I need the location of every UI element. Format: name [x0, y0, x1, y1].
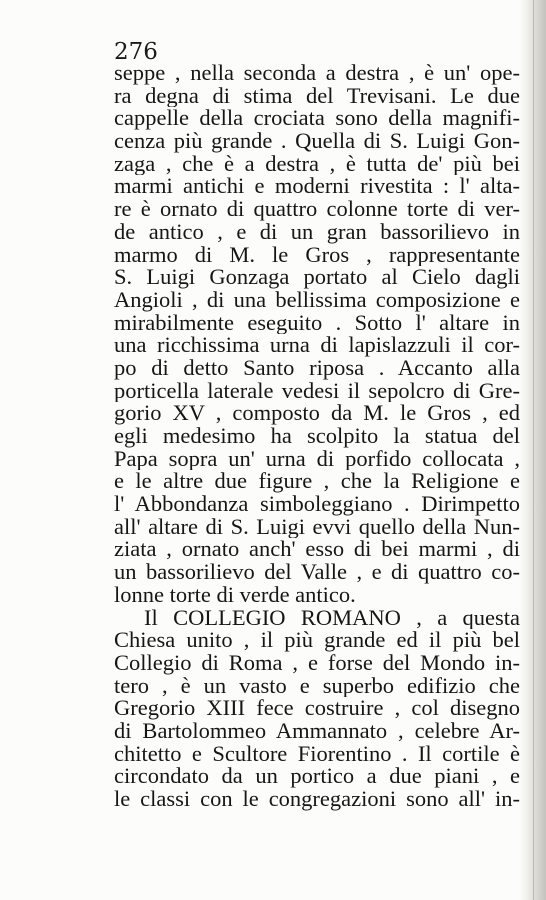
text-line: circondato da un portico a due piani , e	[114, 765, 520, 788]
text-line: Collegio di Roma , e forse del Mondo in-	[114, 651, 520, 675]
text-line: Angioli , di una bellissima composizione e	[114, 288, 520, 312]
text-line: gorio XV , composto da M. le Gros , ed	[114, 402, 520, 425]
text-line: lonne torte di verde antico.	[114, 583, 356, 607]
text-line: Gregorio XIII fece costruire , col disegno	[114, 697, 520, 720]
text-line: chitetto e Scultore Fiorentino . Il cortile è	[114, 742, 520, 766]
text-line: seppe , nella seconda a destra , è un' ope-	[114, 62, 520, 85]
body-text	[114, 62, 520, 811]
text-line: un bassorilievo del Valle , e di quattro co-	[114, 561, 520, 584]
text-line: e le altre due figure , che la Religione e	[114, 470, 520, 494]
text-line: tero , è un vasto e superbo edifizio che	[114, 674, 520, 698]
text-line: porticella laterale vedesi il sepolcro di Gre-	[114, 379, 520, 403]
text-line: marmo di M. le Gros , rappresentante	[114, 243, 520, 267]
text-line: re è ornato di quattro colonne torte di ver-	[114, 198, 520, 221]
text-line: le classi con le congregazioni sono all' in-	[114, 788, 520, 811]
text-line: egli medesimo ha scolpito la statua del	[114, 425, 520, 448]
page-edge-line	[533, 0, 534, 900]
text-line: de antico , e di un gran bassorilievo in	[114, 220, 520, 244]
text-line: Papa sopra un' urna di porfido collocata ,	[114, 447, 520, 471]
text-line: marmi antichi e moderni rivestita : l' alta-	[114, 175, 520, 199]
text-line: po di detto Santo riposa . Accanto alla	[114, 356, 520, 380]
text-line: all' altare di S. Luigi evvi quello della Nun-	[114, 515, 520, 539]
text-line: Chiesa unito , il più grande ed il più bel	[114, 629, 520, 652]
text-line: una ricchissima urna di lapislazzuli il cor-	[114, 334, 520, 357]
text-line: mirabilmente eseguito . Sotto l' altare in	[114, 311, 520, 335]
page-number: 276	[114, 39, 158, 65]
text-line: ra degna di stima del Trevisani. Le due	[114, 84, 520, 108]
text-line: zaga , che è a destra , è tutta de' più bei	[114, 152, 520, 176]
text-line: S. Luigi Gonzaga portato al Cielo dagli	[114, 266, 520, 289]
text-line: ziata , ornato anch' esso di bei marmi , di	[114, 538, 520, 562]
text-line: cenza più grande . Quella di S. Luigi Gon-	[114, 130, 520, 153]
section-heading-line: Il COLLEGIO ROMANO , a questa	[144, 606, 520, 630]
text-line: cappelle della crociata sono della magnifi-	[114, 107, 520, 131]
text-line: di Bartolommeo Ammannato , celebre Ar-	[114, 719, 520, 743]
text-line: l' Abbondanza simboleggiano . Dirimpetto	[114, 493, 520, 516]
